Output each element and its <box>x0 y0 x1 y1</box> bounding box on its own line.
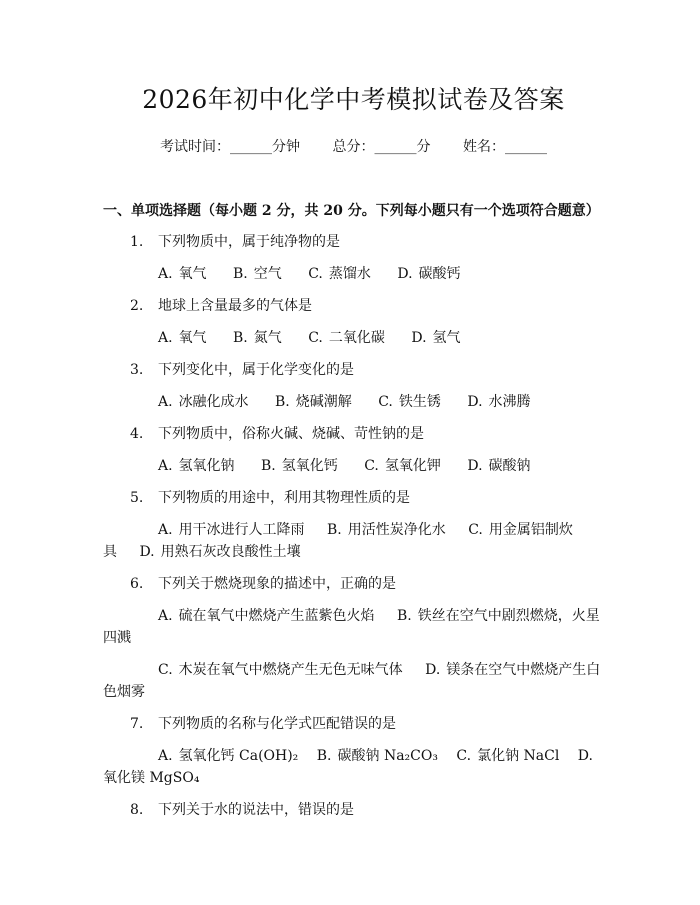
question-number: 4. <box>130 426 144 442</box>
question-stem <box>103 359 604 381</box>
question-7 <box>103 713 604 789</box>
section-title: 一、单项选择题（每小题 2 分，共 20 分。下列每小题只有一个选项符合题意） <box>103 203 600 219</box>
option-text: 氢氧化钙 <box>281 458 338 474</box>
option-letter: C. <box>158 662 173 678</box>
option-text: 碳酸钠 Na₂CO₃ <box>337 748 438 764</box>
option-d <box>139 544 300 560</box>
option-letter: A. <box>158 330 173 346</box>
option-text: 氢氧化钾 <box>384 458 441 474</box>
option-c <box>364 458 441 474</box>
question-number: 3. <box>130 362 144 378</box>
option-a <box>158 608 375 624</box>
question-number: 7. <box>130 716 144 732</box>
option-letter: A. <box>158 748 173 764</box>
question-8 <box>103 799 604 821</box>
option-letter: D. <box>467 458 483 474</box>
option-letter: C. <box>308 266 323 282</box>
option-text: 氮气 <box>253 330 282 346</box>
question-3 <box>103 359 604 413</box>
exam-info-line <box>103 137 604 157</box>
option-letter: B. <box>261 458 276 474</box>
question-stem <box>103 231 604 253</box>
question-stem <box>103 799 604 821</box>
option-a <box>158 748 298 764</box>
question-stem <box>103 573 604 595</box>
option-text: 蒸馏水 <box>328 266 371 282</box>
option-letter: A. <box>158 458 173 474</box>
question-number: 2. <box>130 298 144 314</box>
option-d <box>411 330 460 346</box>
question-text: 下列物质的用途中，利用其物理性质的是 <box>158 490 410 506</box>
option-text: 氯化钠 NaCl <box>477 748 560 764</box>
option-letter: B. <box>233 266 248 282</box>
question-text: 地球上含量最多的气体是 <box>158 298 312 314</box>
option-d <box>467 394 530 410</box>
option-text: 氧化镁 MgSO₄ <box>103 770 200 786</box>
option-letter: B. <box>327 522 342 538</box>
option-text: 碳酸钠 <box>488 458 531 474</box>
question-options-row-2 <box>103 659 604 703</box>
question-options <box>103 519 604 563</box>
option-letter: A. <box>158 608 173 624</box>
question-text: 下列物质的名称与化学式匹配错误的是 <box>158 716 396 732</box>
option-letter: D. <box>425 662 441 678</box>
option-a <box>158 522 305 538</box>
option-letter: B. <box>316 748 332 764</box>
question-options <box>103 391 604 413</box>
question-text: 下列物质中，属于纯净物的是 <box>158 234 340 250</box>
option-text: 氢氧化钙 Ca(OH)₂ <box>178 748 299 764</box>
question-text: 下列变化中，属于化学变化的是 <box>158 362 354 378</box>
option-letter: D. <box>411 330 427 346</box>
option-b <box>327 522 446 538</box>
question-options <box>103 745 604 789</box>
question-number: 8. <box>130 802 144 818</box>
option-letter: C. <box>364 458 379 474</box>
option-text: 碳酸钙 <box>418 266 461 282</box>
question-number: 6. <box>130 576 144 592</box>
question-options <box>103 327 604 349</box>
option-text: 氢氧化钠 <box>178 458 235 474</box>
option-letter: B. <box>233 330 248 346</box>
option-letter: C. <box>378 394 393 410</box>
option-text: 用干冰进行人工降雨 <box>178 522 305 538</box>
option-c <box>378 394 441 410</box>
question-text: 下列关于燃烧现象的描述中，正确的是 <box>158 576 396 592</box>
option-d <box>397 266 460 282</box>
option-b <box>275 394 352 410</box>
option-a <box>158 330 207 346</box>
exam-time-field: 考试时间：______分钟 <box>160 139 301 155</box>
question-number: 1. <box>130 234 144 250</box>
option-text: 用活性炭净化水 <box>347 522 446 538</box>
option-text: 木炭在氧气中燃烧产生无色无味气体 <box>178 662 403 678</box>
question-1 <box>103 231 604 285</box>
question-options <box>103 263 604 285</box>
option-text: 铁丝在空气中剧烈燃烧，火星四溅 <box>103 608 600 646</box>
option-text: 氧气 <box>178 266 207 282</box>
option-letter: C. <box>308 330 323 346</box>
option-text: 硫在氧气中燃烧产生蓝紫色火焰 <box>178 608 375 624</box>
option-b <box>233 330 282 346</box>
option-letter: A. <box>158 522 173 538</box>
question-6 <box>103 573 604 703</box>
option-d <box>467 458 530 474</box>
option-text: 二氧化碳 <box>328 330 385 346</box>
student-name-field: 姓名：______ <box>462 139 547 155</box>
option-c <box>456 748 559 764</box>
option-a <box>158 394 249 410</box>
question-stem <box>103 487 604 509</box>
total-score-field: 总分：______分 <box>332 139 431 155</box>
option-b <box>317 748 438 764</box>
page-title: 2026年初中化学中考模拟试卷及答案 <box>142 85 565 114</box>
option-letter: D. <box>397 266 413 282</box>
option-text: 用熟石灰改良酸性土壤 <box>160 544 301 560</box>
option-text: 水沸腾 <box>488 394 531 410</box>
option-letter: B. <box>275 394 290 410</box>
question-2 <box>103 295 604 349</box>
question-5 <box>103 487 604 563</box>
option-c <box>158 662 403 678</box>
option-a <box>158 266 207 282</box>
option-letter: D. <box>467 394 483 410</box>
option-text: 冰融化成水 <box>178 394 249 410</box>
option-letter: A. <box>158 266 173 282</box>
question-text: 下列关于水的说法中，错误的是 <box>158 802 354 818</box>
option-text: 氢气 <box>432 330 461 346</box>
option-letter: A. <box>158 394 173 410</box>
option-text: 烧碱潮解 <box>295 394 352 410</box>
question-text: 下列物质中，俗称火碱、烧碱、苛性钠的是 <box>158 426 424 442</box>
option-letter: D. <box>577 748 593 764</box>
question-options-row-1 <box>103 605 604 649</box>
option-text: 氧气 <box>178 330 207 346</box>
option-a <box>158 458 235 474</box>
option-c <box>308 266 371 282</box>
option-letter: C. <box>456 748 472 764</box>
option-text: 镁条在空气中燃烧产生白色烟雾 <box>103 662 601 700</box>
option-text: 空气 <box>253 266 282 282</box>
option-c <box>308 330 385 346</box>
option-b <box>233 266 282 282</box>
option-letter: D. <box>139 544 155 560</box>
question-stem <box>103 423 604 445</box>
question-number: 5. <box>130 490 144 506</box>
option-letter: B. <box>397 608 412 624</box>
option-text: 用金属铝制炊具 <box>103 522 573 560</box>
question-options <box>103 455 604 477</box>
option-b <box>261 458 338 474</box>
question-stem <box>103 713 604 735</box>
question-stem <box>103 295 604 317</box>
question-4 <box>103 423 604 477</box>
option-text: 铁生锈 <box>398 394 441 410</box>
option-letter: C. <box>468 522 483 538</box>
